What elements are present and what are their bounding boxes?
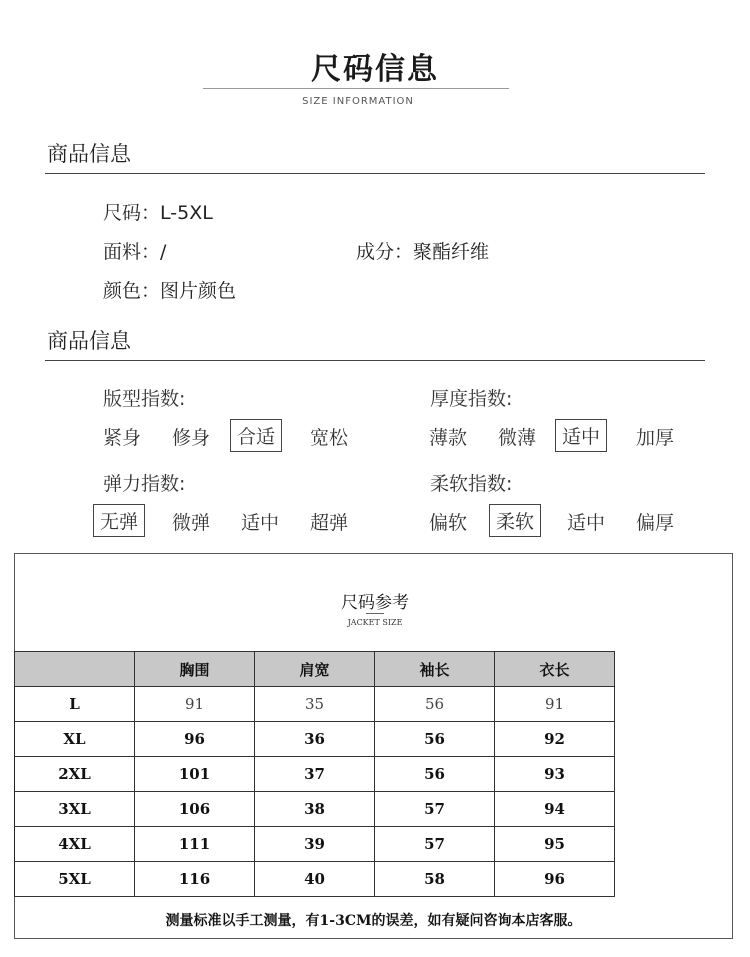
table-row bbox=[15, 827, 615, 862]
elasticity-option-2: 微弹 bbox=[172, 512, 211, 534]
shoulder-cell: 38 bbox=[255, 792, 375, 827]
table-row bbox=[15, 757, 615, 792]
shoulder-cell: 35 bbox=[255, 687, 375, 722]
softness-index-label: 柔软指数: bbox=[430, 473, 513, 495]
header-size bbox=[15, 652, 135, 687]
fit-option-1: 紧身 bbox=[103, 427, 142, 449]
table-header-row bbox=[15, 652, 615, 687]
thickness-index-label: 厚度指数: bbox=[430, 388, 513, 410]
size-table bbox=[14, 651, 615, 897]
size-cell: 2XL bbox=[15, 757, 135, 792]
header-shoulder: 肩宽 bbox=[255, 652, 375, 687]
softness-option-4: 偏厚 bbox=[636, 512, 675, 534]
chest-cell: 101 bbox=[135, 757, 255, 792]
length-cell: 94 bbox=[495, 792, 615, 827]
product-info-divider bbox=[45, 173, 705, 174]
table-row bbox=[15, 792, 615, 827]
header-chest: 胸围 bbox=[135, 652, 255, 687]
shoulder-cell: 36 bbox=[255, 722, 375, 757]
size-cell: 4XL bbox=[15, 827, 135, 862]
length-cell: 91 bbox=[495, 687, 615, 722]
title-divider bbox=[203, 88, 509, 89]
composition-info: 成分：聚酯纤维 bbox=[356, 241, 490, 263]
shoulder-cell: 40 bbox=[255, 862, 375, 897]
product-info-heading: 商品信息 bbox=[47, 142, 131, 166]
measurement-note: 测量标准以手工测量，有1-3CM的误差，如有疑问咨询本店客服。 bbox=[165, 913, 582, 929]
elasticity-index-label: 弹力指数: bbox=[103, 473, 186, 495]
thickness-option-1: 薄款 bbox=[429, 427, 468, 449]
indices-heading: 商品信息 bbox=[47, 329, 131, 353]
size-chart-subtitle: JACKET SIZE bbox=[347, 618, 403, 627]
size-chart-title: 尺码参考 bbox=[341, 593, 409, 613]
softness-option-1: 偏软 bbox=[429, 512, 468, 534]
softness-option-selected: 柔软 bbox=[489, 504, 541, 537]
fit-index-label: 版型指数: bbox=[103, 388, 186, 410]
shoulder-cell: 39 bbox=[255, 827, 375, 862]
sleeve-cell: 57 bbox=[375, 827, 495, 862]
size-cell: 3XL bbox=[15, 792, 135, 827]
thickness-option-2: 微薄 bbox=[498, 427, 537, 449]
sleeve-cell: 57 bbox=[375, 792, 495, 827]
color-info: 颜色：图片颜色 bbox=[103, 280, 237, 302]
sleeve-cell: 56 bbox=[375, 687, 495, 722]
fit-option-4: 宽松 bbox=[310, 427, 349, 449]
shoulder-cell: 37 bbox=[255, 757, 375, 792]
elasticity-option-3: 适中 bbox=[241, 512, 280, 534]
header-length: 衣长 bbox=[495, 652, 615, 687]
fit-option-2: 修身 bbox=[172, 427, 211, 449]
softness-option-3: 适中 bbox=[567, 512, 606, 534]
size-range: 尺码：L-5XL bbox=[103, 202, 213, 224]
size-chart-title-divider bbox=[366, 613, 384, 614]
sleeve-cell: 56 bbox=[375, 757, 495, 792]
table-row bbox=[15, 862, 615, 897]
thickness-option-selected: 适中 bbox=[555, 419, 607, 452]
length-cell: 92 bbox=[495, 722, 615, 757]
length-cell: 96 bbox=[495, 862, 615, 897]
fabric-info: 面料：/ bbox=[103, 241, 167, 263]
size-cell: 5XL bbox=[15, 862, 135, 897]
page-subtitle: SIZE INFORMATION bbox=[302, 96, 414, 107]
chest-cell: 111 bbox=[135, 827, 255, 862]
sleeve-cell: 58 bbox=[375, 862, 495, 897]
chest-cell: 96 bbox=[135, 722, 255, 757]
thickness-option-4: 加厚 bbox=[636, 427, 675, 449]
size-cell: L bbox=[15, 687, 135, 722]
elasticity-option-4: 超弹 bbox=[310, 512, 349, 534]
table-row bbox=[15, 722, 615, 757]
header-sleeve: 袖长 bbox=[375, 652, 495, 687]
fit-option-selected: 合适 bbox=[230, 419, 282, 452]
length-cell: 95 bbox=[495, 827, 615, 862]
elasticity-option-selected: 无弹 bbox=[93, 504, 145, 537]
chest-cell: 116 bbox=[135, 862, 255, 897]
length-cell: 93 bbox=[495, 757, 615, 792]
page-title: 尺码信息 bbox=[311, 52, 439, 87]
size-cell: XL bbox=[15, 722, 135, 757]
indices-divider bbox=[45, 360, 705, 361]
chest-cell: 91 bbox=[135, 687, 255, 722]
sleeve-cell: 56 bbox=[375, 722, 495, 757]
chest-cell: 106 bbox=[135, 792, 255, 827]
table-row bbox=[15, 687, 615, 722]
